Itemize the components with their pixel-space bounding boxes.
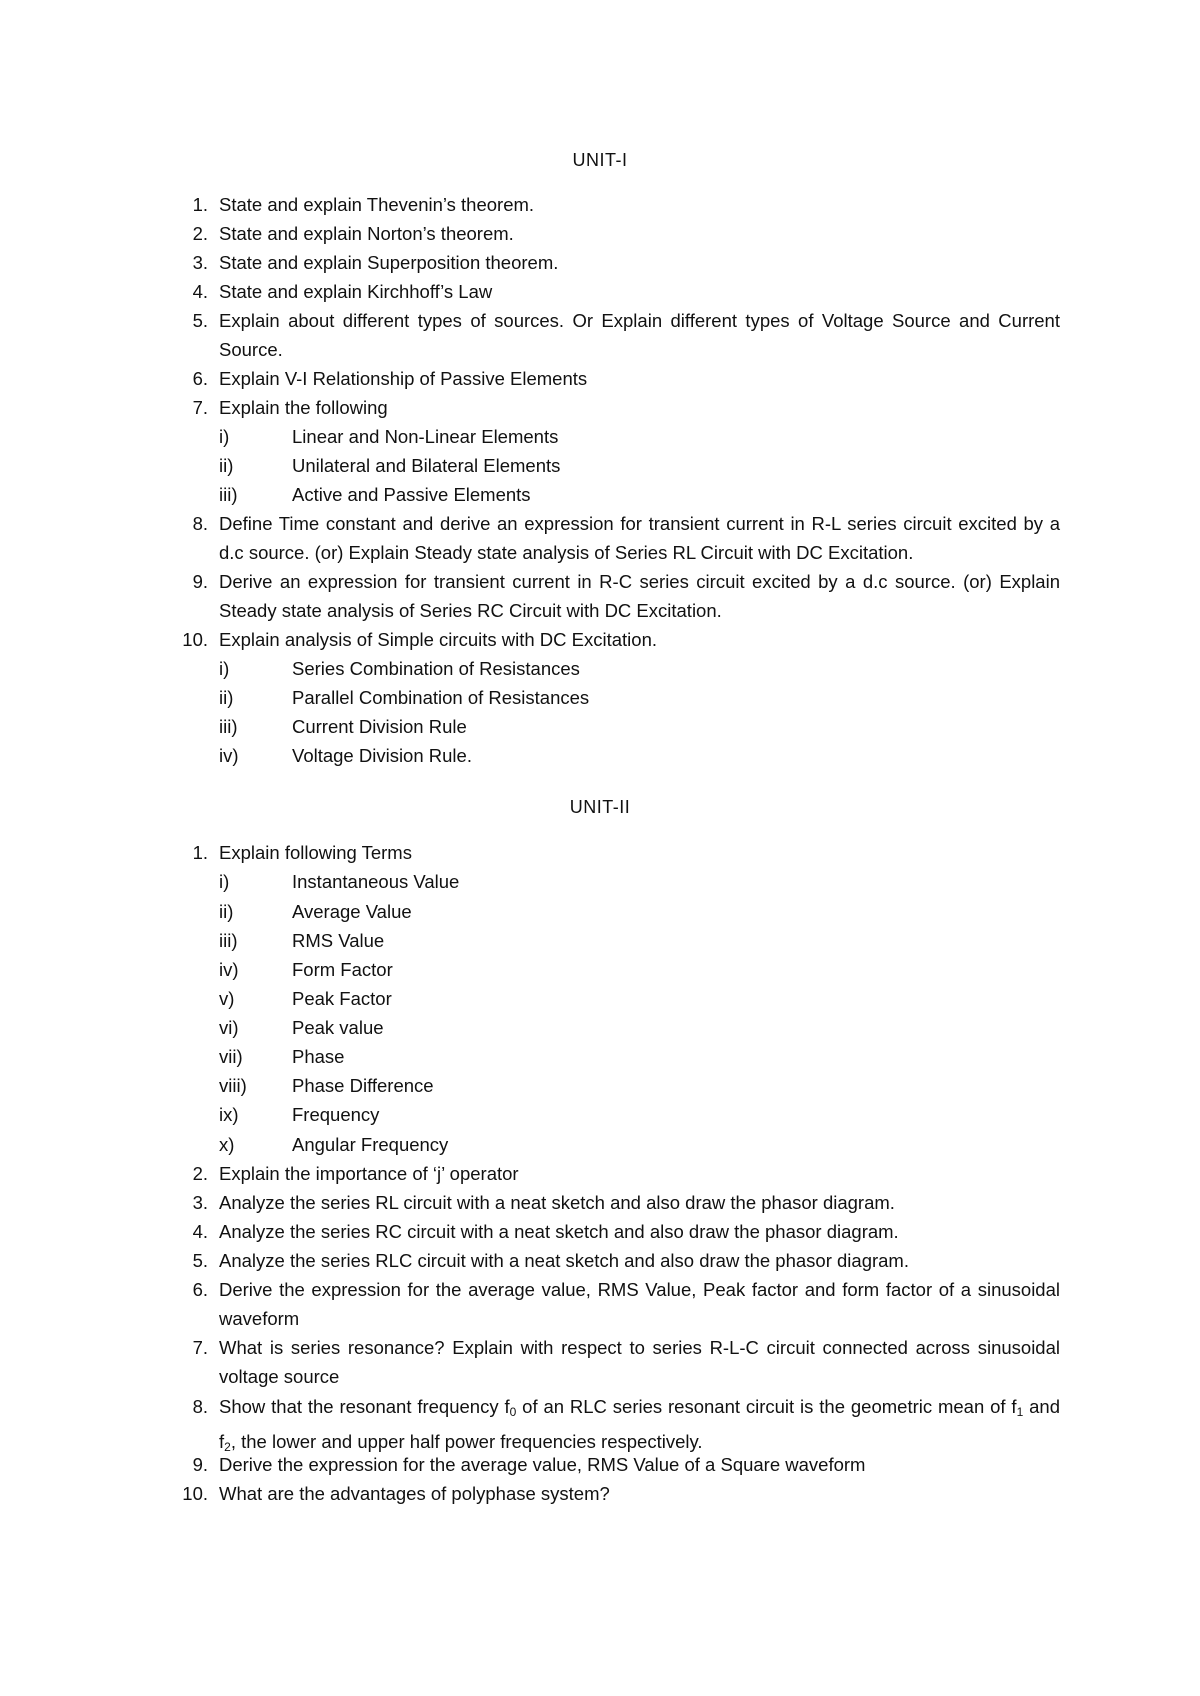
question-number: 6. — [192, 1279, 208, 1300]
sub-text: Phase Difference — [292, 1075, 434, 1096]
question-number: 9. — [192, 1454, 208, 1475]
sub-text: Voltage Division Rule. — [292, 745, 472, 766]
sub-numeral: i) — [219, 658, 230, 679]
question-number: 3. — [192, 1192, 208, 1213]
question-number: 9. — [192, 571, 208, 592]
question-text: What is series resonance? Explain with respect to series R-L-C circuit connected across sinusoidal voltage source — [219, 1337, 1060, 1387]
question-text: Explain analysis of Simple circuits with DC Excitation. — [219, 629, 657, 650]
sub-numeral: iii) — [219, 930, 238, 951]
question-number: 6. — [192, 368, 208, 389]
sub-numeral: viii) — [219, 1075, 247, 1096]
question-number: 1. — [192, 842, 208, 863]
sub-text: Unilateral and Bilateral Elements — [292, 455, 561, 476]
sub-numeral: iv) — [219, 959, 239, 980]
question-number: 10. — [182, 629, 208, 650]
question-number: 2. — [192, 223, 208, 244]
question-number: 8. — [192, 513, 208, 534]
question-text: Explain about different types of sources. Or Explain different types of Voltage Source and Current Source. — [219, 310, 1060, 360]
sub-text: Phase — [292, 1046, 345, 1067]
sub-text: Frequency — [292, 1104, 380, 1125]
sub-numeral: i) — [219, 871, 230, 892]
question-number: 4. — [192, 1221, 208, 1242]
question-text: Explain following Terms — [219, 842, 412, 863]
sub-numeral: ii) — [219, 901, 234, 922]
sub-text: Active and Passive Elements — [292, 484, 531, 505]
question-text: Define Time constant and derive an expression for transient current in R-L series circuit excited by a d.c source. (or) Explain Steady state analysis of Series RL Circuit with DC Excitation. — [219, 513, 1060, 563]
question-number: 3. — [192, 252, 208, 273]
sub-numeral: i) — [219, 426, 230, 447]
question-number: 5. — [192, 1250, 208, 1271]
question-number: 4. — [192, 281, 208, 302]
question-text: State and explain Norton’s theorem. — [219, 223, 514, 244]
unit-heading: UNIT-I — [572, 150, 628, 170]
sub-text: Parallel Combination of Resistances — [292, 687, 590, 708]
sub-numeral: vii) — [219, 1046, 243, 1067]
sub-numeral: iii) — [219, 716, 238, 737]
question-text: Derive an expression for transient current in R-C series circuit excited by a d.c source. (or) Explain Steady state analysis of Series RC Circuit with DC Excitation. — [219, 571, 1060, 621]
sub-text: Angular Frequency — [292, 1134, 449, 1155]
question-number: 2. — [192, 1163, 208, 1184]
question-text: Explain the importance of ‘j’ operator — [219, 1163, 519, 1184]
sub-text: Instantaneous Value — [292, 871, 460, 892]
sub-numeral: ix) — [219, 1104, 239, 1125]
sub-text: RMS Value — [292, 930, 385, 951]
sub-numeral: v) — [219, 988, 235, 1009]
question-text: Derive the expression for the average value, RMS Value, Peak factor and form factor of a sinusoidal waveform — [219, 1279, 1060, 1329]
question-number: 1. — [192, 194, 208, 215]
sub-numeral: iii) — [219, 484, 238, 505]
sub-text: Form Factor — [292, 959, 393, 980]
sub-text: Current Division Rule — [292, 716, 467, 737]
question-text: Analyze the series RL circuit with a neat sketch and also draw the phasor diagram. — [219, 1192, 895, 1213]
question-text: State and explain Superposition theorem. — [219, 252, 559, 273]
question-text: Analyze the series RLC circuit with a neat sketch and also draw the phasor diagram. — [219, 1250, 909, 1271]
question-number: 10. — [182, 1483, 208, 1504]
text-segment: of an RLC series resonant circuit is the geometric mean of f — [516, 1396, 1017, 1417]
question-text: State and explain Kirchhoff’s Law — [219, 281, 493, 302]
sub-numeral: iv) — [219, 745, 239, 766]
sub-text: Linear and Non-Linear Elements — [292, 426, 559, 447]
text-segment: Show that the resonant frequency f — [219, 1396, 510, 1417]
question-text: Analyze the series RC circuit with a neat sketch and also draw the phasor diagram. — [219, 1221, 899, 1242]
sub-numeral: ii) — [219, 455, 234, 476]
question-text: Explain V-I Relationship of Passive Elements — [219, 368, 588, 389]
question-number: 5. — [192, 310, 208, 331]
text-segment: , the lower and upper half power frequencies respectively. — [230, 1431, 703, 1452]
sub-numeral: vi) — [219, 1017, 239, 1038]
question-number: 8. — [192, 1396, 208, 1417]
subscript: 1 — [1016, 1405, 1024, 1419]
sub-text: Series Combination of Resistances — [292, 658, 580, 679]
sub-numeral: x) — [219, 1134, 235, 1155]
question-text: Explain the following — [219, 397, 388, 418]
question-text: Derive the expression for the average value, RMS Value of a Square waveform — [219, 1454, 866, 1475]
question-number: 7. — [192, 397, 208, 418]
question-text: What are the advantages of polyphase system? — [219, 1483, 610, 1504]
subscript: 0 — [509, 1405, 517, 1419]
text-segment: and f — [219, 1396, 1060, 1452]
sub-text: Peak Factor — [292, 988, 392, 1009]
sub-text: Peak value — [292, 1017, 384, 1038]
question-number: 7. — [192, 1337, 208, 1358]
sub-numeral: ii) — [219, 687, 234, 708]
sub-text: Average Value — [292, 901, 412, 922]
question-text: State and explain Thevenin’s theorem. — [219, 194, 535, 215]
unit-heading: UNIT-II — [569, 797, 631, 817]
subscript: 2 — [224, 1440, 231, 1454]
